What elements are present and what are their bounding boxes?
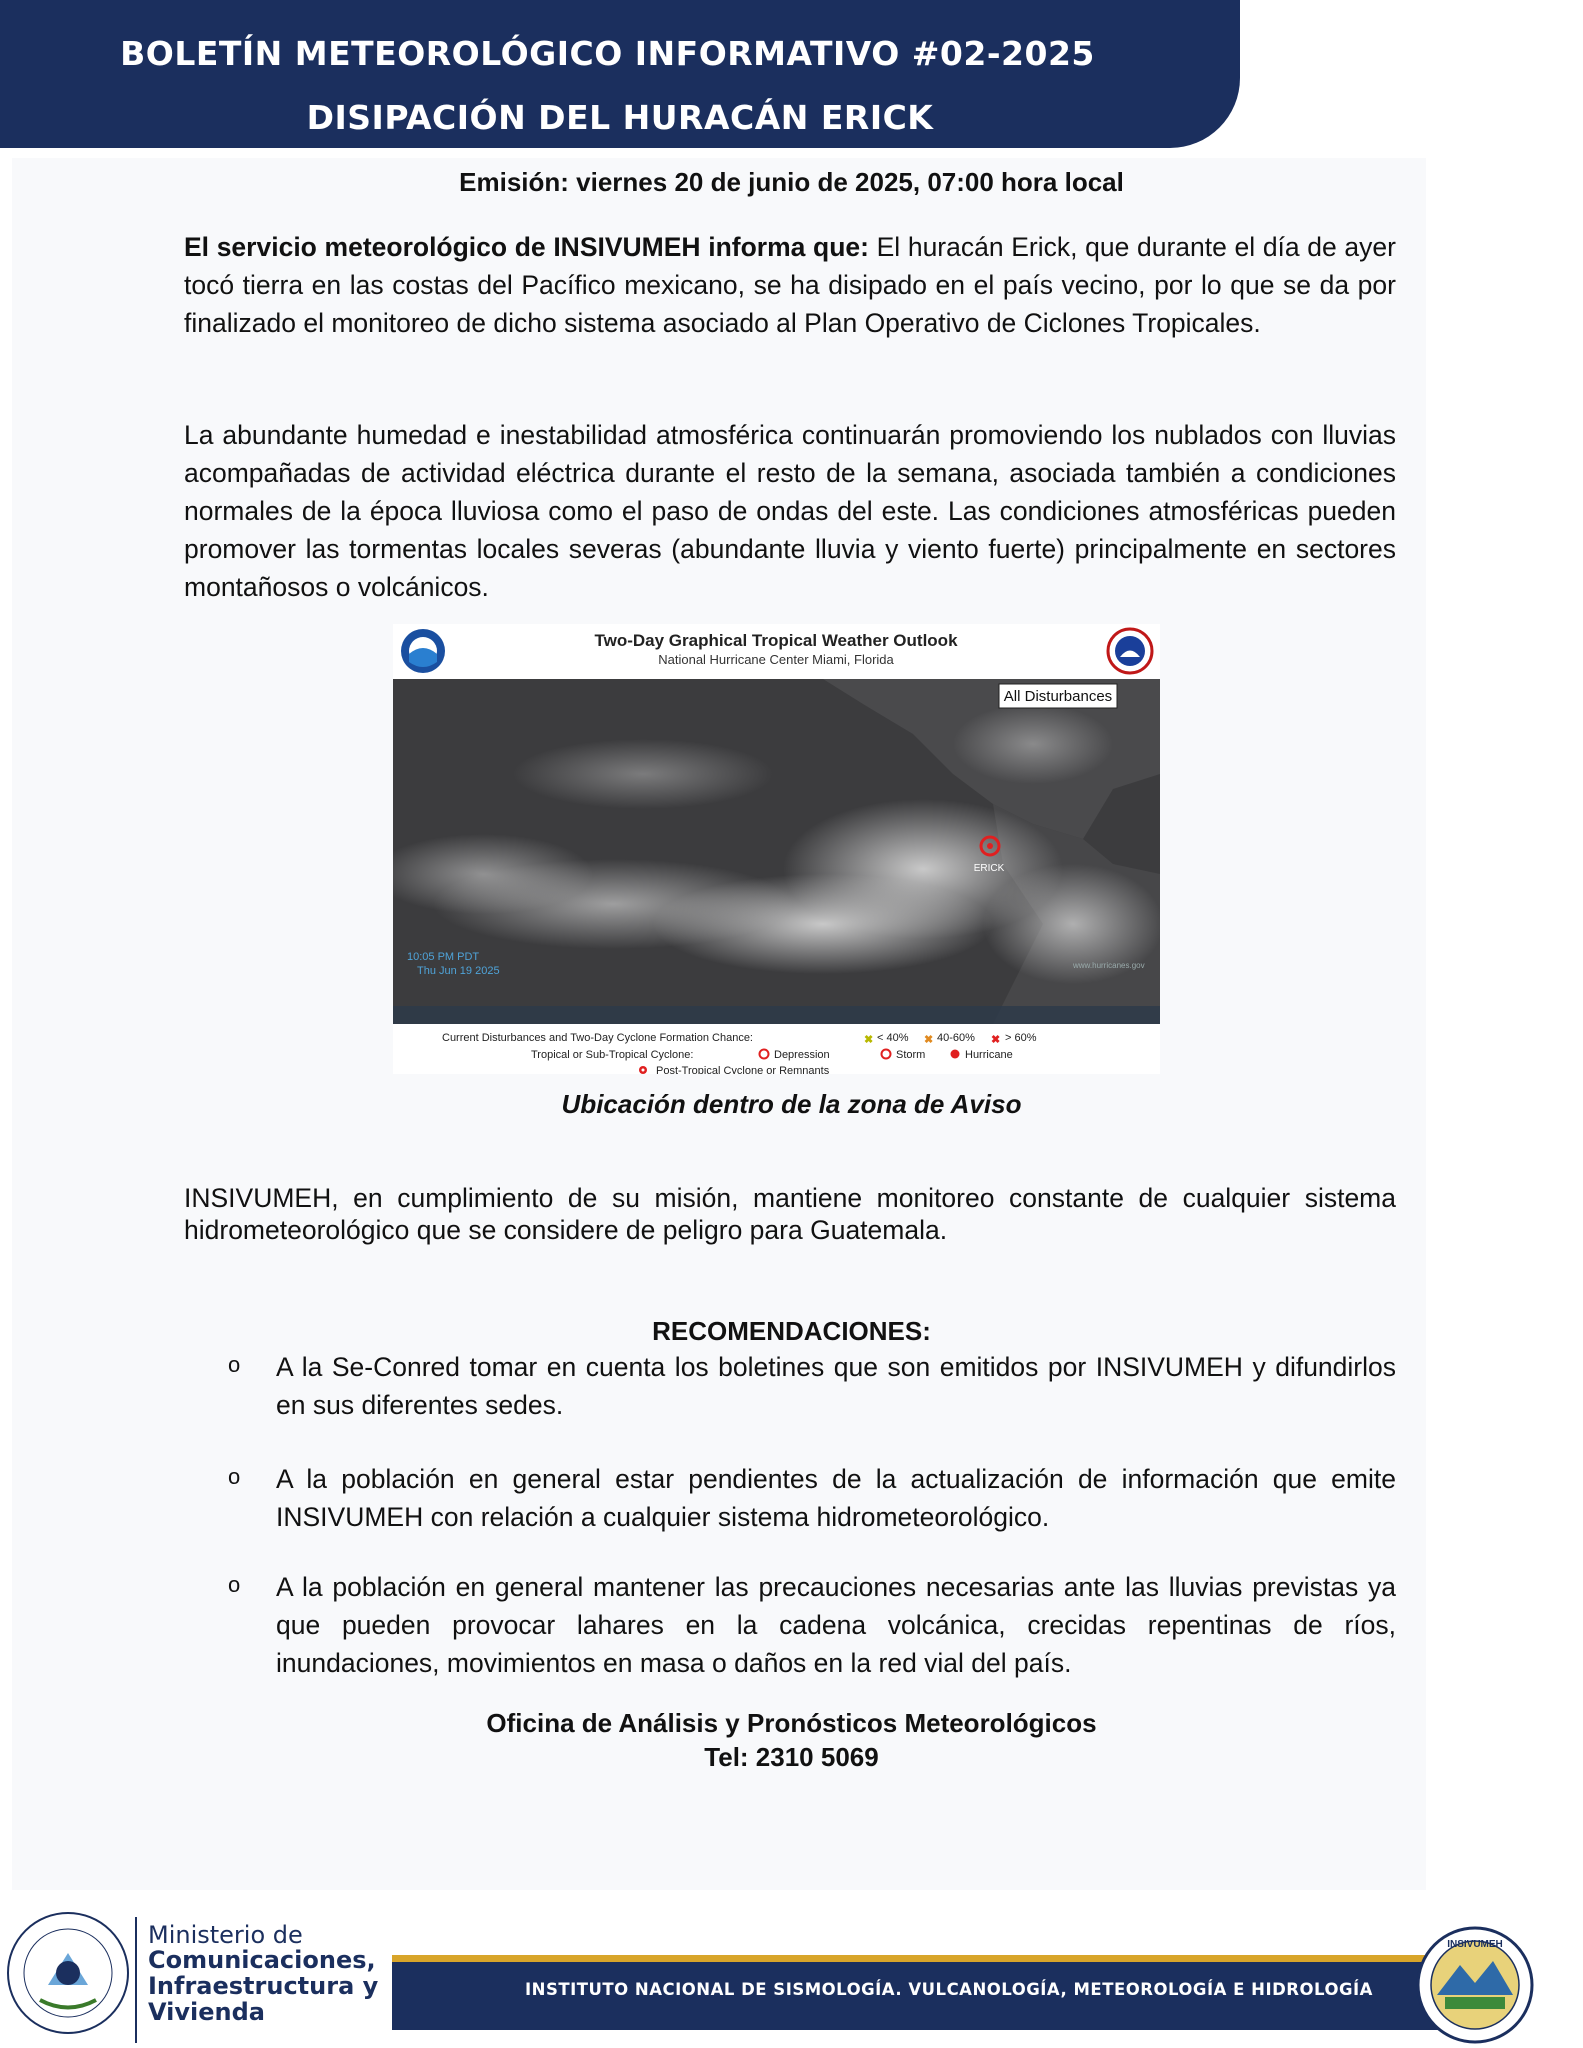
- svg-text:INSIVUMEH: INSIVUMEH: [1447, 1939, 1503, 1950]
- recommendation-text: A la población en general mantener las precauciones necesarias ante las lluvias previstas ya que pueden provocar lahares en la cadena volcánica, crecidas repentinas de ríos, inundaciones, movimientos en masa o daños en la red vial del país.: [276, 1572, 1396, 1678]
- recommendations-title: RECOMENDACIONES:: [652, 1316, 931, 1346]
- bullet: o: [228, 1572, 241, 1597]
- issue-date: Emisión: viernes 20 de junio de 2025, 07:00 hora local: [459, 167, 1124, 197]
- all-disturbances-badge: [999, 684, 1117, 708]
- bullet: o: [228, 1352, 241, 1377]
- institute-name: INSTITUTO NACIONAL DE SISMOLOGÍA. VULCANOLOGÍA, METEOROLOGÍA E HIDROLOGÍA: [525, 1980, 1373, 1999]
- legend-chance-label: Current Disturbances and Two-Day Cyclone Formation Chance:: [442, 1032, 753, 1044]
- intro-text: El huracán Erick, que durante el día de ayer tocó tierra en las costas del Pacífico mexicano, se ha disipado en el país vecino, por lo que se da por finalizado el monitoreo de dicho sistema asociado al Plan Operativo de Ciclones Tropicales.: [184, 232, 1396, 338]
- svg-text:✖: ✖: [864, 1034, 874, 1046]
- legend-depression: Depression: [774, 1049, 830, 1061]
- legend-low: < 40%: [877, 1032, 909, 1044]
- ministry-line-1: Ministerio de: [148, 1921, 303, 1949]
- map-date: Thu Jun 19 2025: [417, 965, 500, 977]
- bullet: o: [228, 1464, 241, 1489]
- map-time: 10:05 PM PDT: [407, 951, 480, 963]
- nws-logo: [1108, 629, 1152, 673]
- legend-high: > 60%: [1005, 1032, 1037, 1044]
- conditions-paragraph: La abundante humedad e inestabilidad atmosférica continuarán promoviendo los nublados con lluvias acompañadas de actividad eléctrica durante el resto de la semana, asociada también a condiciones normales de la época lluviosa como el paso de ondas del este. Las condiciones atmosféricas pueden promover las tormentas locales severas (abundante lluvia y viento fuerte) principalmente en sectores montañosos o volcánicos.: [184, 420, 1396, 602]
- noaa-logo: [401, 629, 445, 673]
- erick-label: ERICK: [973, 863, 1005, 874]
- recommendation-text: A la Se-Conred tomar en cuenta los boletines que son emitidos por INSIVUMEH y difundirlos en sus diferentes sedes.: [276, 1352, 1396, 1420]
- intro-lead: El servicio meteorológico de INSIVUMEH informa que:: [184, 232, 869, 262]
- ministry-line-2: Comunicaciones,: [148, 1946, 376, 1974]
- map-caption: Ubicación dentro de la zona de Aviso: [561, 1089, 1022, 1119]
- satellite-image: [393, 679, 1160, 1024]
- weather-outlook-map: [393, 624, 1160, 1074]
- legend-mid: 40-60%: [937, 1032, 975, 1044]
- map-title: Two-Day Graphical Tropical Weather Outlook: [594, 631, 958, 650]
- office-name: Oficina de Análisis y Pronósticos Meteorológicos: [486, 1708, 1097, 1738]
- ministry-line-4: Vivienda: [148, 1998, 265, 2026]
- legend-post-tropical: Post-Tropical Cyclone or Remnants: [656, 1065, 830, 1074]
- monitoring-paragraph: INSIVUMEH, en cumplimiento de su misión, mantiene monitoreo constante de cualquier sistema hidrometeorológico que se considere de peligro para Guatemala.: [184, 1183, 1396, 1245]
- insivumeh-seal-icon: [1415, 1925, 1535, 2045]
- intro-paragraph: [184, 228, 1396, 342]
- svg-text:✖: ✖: [991, 1034, 1001, 1046]
- ministry-line-3: Infraestructura y: [148, 1972, 379, 2000]
- nhc-website: www.hurricanes.gov: [1073, 961, 1145, 970]
- bulletin-subtitle: DISIPACIÓN DEL HURACÁN ERICK: [306, 98, 934, 137]
- svg-text:✖: ✖: [924, 1034, 934, 1046]
- map-subtitle: National Hurricane Center Miami, Florida: [658, 652, 894, 667]
- recommendation-text: A la población en general estar pendientes de la actualización de información que emite INSIVUMEH con relación a cualquier sistema hidrometeorológico.: [276, 1464, 1396, 1532]
- office-phone: Tel: 2310 5069: [704, 1742, 879, 1772]
- legend-storm: Storm: [896, 1049, 926, 1061]
- legend-cyclone-label: Tropical or Sub-Tropical Cyclone:: [531, 1049, 694, 1061]
- legend-hurricane: Hurricane: [965, 1049, 1013, 1061]
- badge-label: All Disturbances: [1003, 688, 1113, 705]
- bulletin-title: BOLETÍN METEOROLÓGICO INFORMATIVO #02-2025: [120, 34, 1095, 73]
